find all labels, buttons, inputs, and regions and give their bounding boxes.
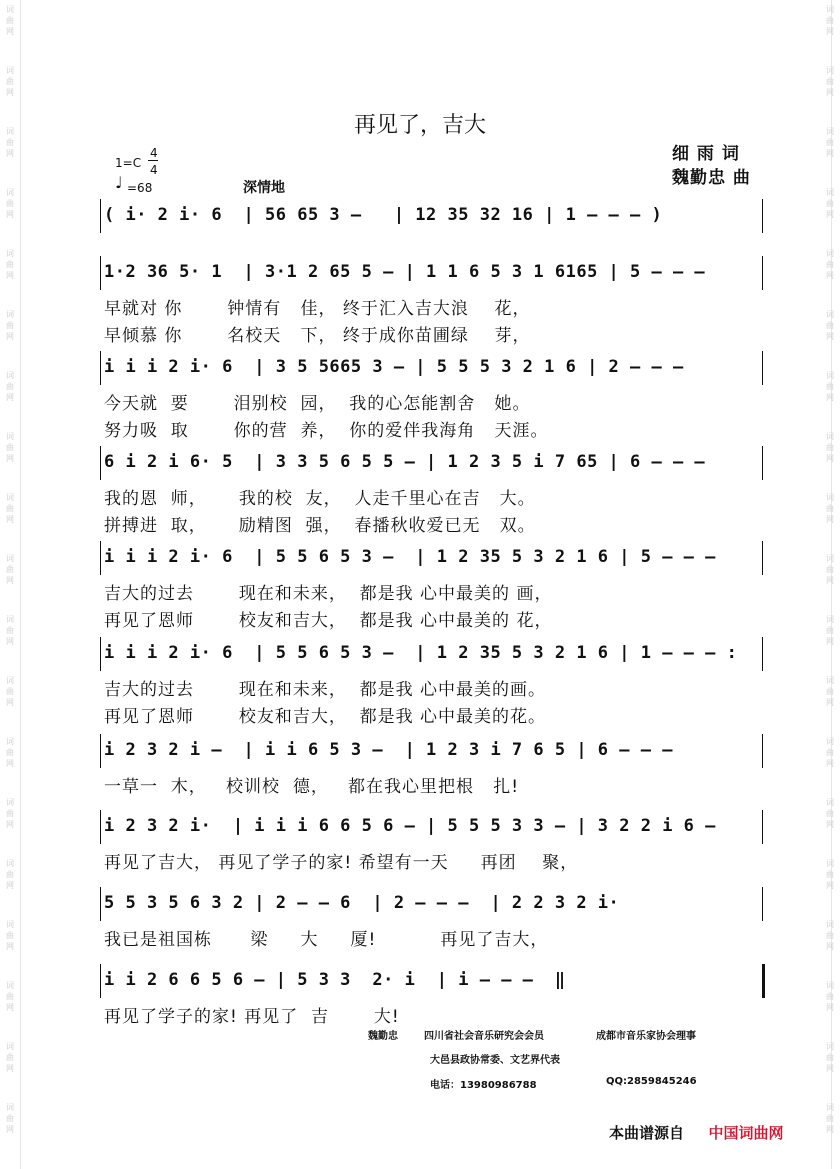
watermark-text: 词曲网 bbox=[826, 859, 834, 890]
watermark-text: 词曲网 bbox=[826, 371, 834, 402]
bar-line bbox=[100, 734, 101, 768]
quarter-note-icon: ♩ bbox=[115, 173, 123, 192]
bar-line bbox=[762, 541, 763, 575]
bar-line bbox=[762, 887, 763, 921]
watermark-text: 词曲网 bbox=[826, 249, 834, 280]
watermark-text: 词曲网 bbox=[6, 737, 14, 768]
watermark-text: 词曲网 bbox=[6, 66, 14, 97]
watermark-text: 词曲网 bbox=[6, 371, 14, 402]
watermark-text: 词曲网 bbox=[6, 981, 14, 1012]
lyric-line: 吉大的过去 现在和未来， 都是我 心中最美的 画， bbox=[104, 584, 553, 604]
author-phone: 电话：13980986788 bbox=[430, 1080, 537, 1091]
time-signature-bottom: 4 bbox=[150, 163, 158, 177]
watermark-text: 词曲网 bbox=[6, 615, 14, 646]
lyric-line: 再见了恩师 校友和吉大， 都是我 心中最美的 花， bbox=[104, 611, 553, 631]
notation-row: i i i 2 i· 6 | 5 5 6 5 3 – | 1 2 35 5 3 2 1 6 | 5 – – – bbox=[104, 547, 716, 567]
watermark-text: 词曲网 bbox=[826, 920, 834, 951]
watermark-text: 词曲网 bbox=[6, 493, 14, 524]
bar-line bbox=[762, 256, 763, 290]
watermark-text: 词曲网 bbox=[826, 1042, 834, 1073]
tempo-marking: =68 bbox=[127, 181, 153, 195]
watermark-text: 词曲网 bbox=[826, 615, 834, 646]
notation-row: i i i 2 i· 6 | 5 5 6 5 3 – | 1 2 35 5 3 2 1 6 | 1 – – – : bbox=[104, 643, 738, 663]
lyric-line: 一草一 木， 校训校 德， 都在我心里把根 扎! bbox=[104, 777, 520, 797]
bar-line bbox=[100, 541, 101, 575]
notation-row: i i 2 6 6 5 6 – | 5 3 3 2· i | i – – – ‖ bbox=[104, 970, 566, 990]
composer-credit: 魏勤忠 曲 bbox=[672, 168, 751, 188]
bar-line bbox=[100, 887, 101, 921]
watermark-text: 词曲网 bbox=[6, 188, 14, 219]
notation-row: 1·2 36 5· 1 | 3·1 2 65 5 – | 1 1 6 5 3 1 6165 | 5 – – – bbox=[104, 262, 706, 282]
watermark-text: 词曲网 bbox=[6, 249, 14, 280]
notation-row: i i i 2 i· 6 | 3 5 5665 3 – | 5 5 5 3 2 1 6 | 2 – – – bbox=[104, 357, 684, 377]
bar-line bbox=[100, 964, 101, 998]
watermark-text: 词曲网 bbox=[826, 676, 834, 707]
source-prefix: 本曲谱源自 bbox=[609, 1124, 685, 1142]
watermark-text: 词曲网 bbox=[826, 981, 834, 1012]
bar-line bbox=[762, 199, 763, 233]
lyric-line: 早倾慕 你 名校天 下， 终于成你苗圃绿 芽， bbox=[104, 326, 531, 346]
watermark-text: 词曲网 bbox=[826, 737, 834, 768]
notation-row: ( i· 2 i· 6 | 56 65 3 – | 12 35 32 16 | 1 – – – ) bbox=[104, 205, 663, 225]
watermark-text: 词曲网 bbox=[826, 310, 834, 341]
watermark-text: 词曲网 bbox=[6, 432, 14, 463]
watermark-text: 词曲网 bbox=[6, 1103, 14, 1134]
author-membership-1: 四川省社会音乐研究会会员 bbox=[424, 1031, 544, 1042]
watermark-text: 词曲网 bbox=[6, 5, 14, 36]
lyric-line: 我的恩 师， 我的校 友， 人走千里心在吉 大。 bbox=[104, 489, 536, 509]
watermark-text: 词曲网 bbox=[826, 66, 834, 97]
lyricist-credit: 细 雨 词 bbox=[672, 144, 740, 164]
watermark-text: 词曲网 bbox=[6, 920, 14, 951]
watermark-text: 词曲网 bbox=[826, 1103, 834, 1134]
time-signature-line bbox=[148, 160, 158, 161]
lyric-line: 我已是祖国栋 梁 大 厦! 再见了吉大， bbox=[104, 930, 549, 950]
bar-line bbox=[100, 446, 101, 480]
notation-row: i 2 3 2 i· | i i i 6 6 5 6 – | 5 5 5 3 3 – | 3 2 2 i 6 – bbox=[104, 816, 716, 836]
bar-line bbox=[762, 351, 763, 385]
bar-line bbox=[100, 637, 101, 671]
song-title: 再见了，吉大 bbox=[353, 113, 486, 138]
lyric-line: 拼搏进 取， 励精图 强， 春播秋收爱已无 双。 bbox=[104, 516, 536, 536]
watermark-text: 词曲网 bbox=[826, 127, 834, 158]
lyric-line: 今天就 要 泪别校 园， 我的心怎能割舍 她。 bbox=[104, 394, 531, 414]
bar-line bbox=[100, 351, 101, 385]
bar-line bbox=[100, 256, 101, 290]
bar-line bbox=[762, 446, 763, 480]
lyric-line: 再见了恩师 校友和吉大， 都是我 心中最美的花。 bbox=[104, 707, 547, 727]
time-signature-top: 4 bbox=[150, 146, 158, 160]
expression-marking: 深情地 bbox=[243, 180, 285, 196]
watermark-text: 词曲网 bbox=[6, 798, 14, 829]
author-membership-2: 成都市音乐家协会理事 bbox=[596, 1031, 696, 1042]
watermark-text: 词曲网 bbox=[826, 5, 834, 36]
notation-row: i 2 3 2 i – | i i 6 5 3 – | 1 2 3 i 7 6 5 | 6 – – – bbox=[104, 740, 673, 760]
watermark-text: 词曲网 bbox=[6, 127, 14, 158]
watermark-text: 词曲网 bbox=[6, 859, 14, 890]
lyric-line: 早就对 你 钟情有 佳， 终于汇入吉大浪 花， bbox=[104, 299, 531, 319]
bar-line bbox=[762, 964, 765, 998]
watermark-text: 词曲网 bbox=[6, 676, 14, 707]
watermark-text: 词曲网 bbox=[6, 554, 14, 585]
lyric-line: 努力吸 取 你的营 养， 你的爱伴我海角 天涯。 bbox=[104, 421, 549, 441]
bar-line bbox=[762, 734, 763, 768]
bar-line bbox=[762, 810, 763, 844]
watermark-text: 词曲网 bbox=[826, 493, 834, 524]
bar-line bbox=[762, 637, 763, 671]
source-attribution bbox=[609, 1122, 784, 1143]
watermark-text: 词曲网 bbox=[826, 188, 834, 219]
notation-row: 5 5 3 5 6 3 2 | 2 – – 6 | 2 – – – | 2 2 3 2 i· bbox=[104, 893, 620, 913]
source-site-link[interactable]: 中国词曲网 bbox=[708, 1124, 784, 1142]
author-position: 大邑县政协常委、文艺界代表 bbox=[430, 1055, 560, 1066]
notation-row: 6 i 2 i 6· 5 | 3 3 5 6 5 5 – | 1 2 3 5 i 7 65 | 6 – – – bbox=[104, 452, 706, 472]
author-qq: QQ:2859845246 bbox=[606, 1076, 697, 1087]
watermark-text: 词曲网 bbox=[6, 1042, 14, 1073]
bar-line bbox=[100, 810, 101, 844]
lyric-line: 再见了吉大， 再见了学子的家! 希望有一天 再团 聚， bbox=[104, 853, 579, 873]
lyric-line: 吉大的过去 现在和未来， 都是我 心中最美的画。 bbox=[104, 680, 547, 700]
watermark-text: 词曲网 bbox=[6, 310, 14, 341]
watermark-text: 词曲网 bbox=[826, 798, 834, 829]
watermark-text: 词曲网 bbox=[826, 554, 834, 585]
author-name: 魏勤忠 bbox=[368, 1031, 398, 1042]
watermark-text: 词曲网 bbox=[826, 432, 834, 463]
bar-line bbox=[100, 199, 101, 233]
key-signature: 1=C bbox=[115, 156, 142, 170]
lyric-line: 再见了学子的家! 再见了 吉 大! bbox=[104, 1007, 400, 1027]
